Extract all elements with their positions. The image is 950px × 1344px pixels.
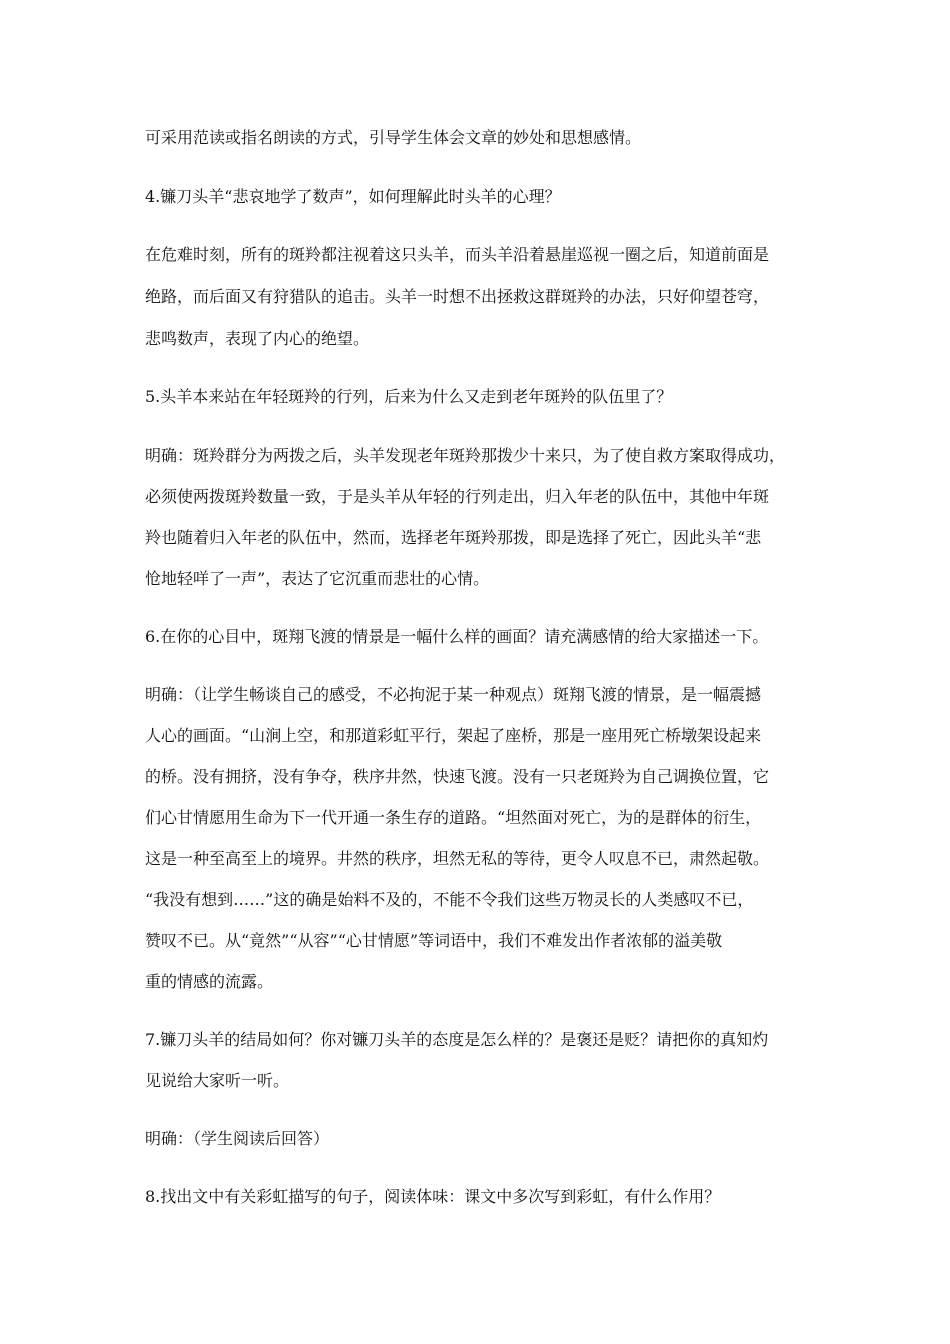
answer-4-line-1: 在危难时刻，所有的斑羚都注视着这只头羊，而头羊沿着悬崖巡视一圈之后，知道前面是 [145,245,770,264]
question-8-line-1: 8.找出文中有关彩虹描写的句子，阅读体味：课文中多次写到彩虹，有什么作用？ [145,1187,721,1206]
answer-6-line-7: 赞叹不已。从“竟然”“从容”“心甘情愿”等词语中，我们不难发出作者浓郁的溢美敬 [145,931,723,950]
intro-line-1: 可采用范读或指名朗读的方式，引导学生体会文章的妙处和思想感情。 [145,128,642,147]
answer-5-line-4: 怆地轻咩了一声”，表达了它沉重而悲壮的心情。 [145,569,490,588]
question-7-line-1: 7.镰刀头羊的结局如何？你对镰刀头羊的态度是怎么样的？是褒还是贬？请把你的真知灼 [145,1030,769,1049]
answer-5-line-1: 明确：斑羚群分为两拨之后，头羊发现老年斑羚那拨少十来只，为了使自救方案取得成功， [145,446,786,465]
answer-6-line-1: 明确：（让学生畅谈自己的感受，不必拘泥于某一种观点）斑翔飞渡的情景，是一幅震撼 [145,685,762,704]
answer-6-line-8: 重的情感的流露。 [145,972,274,991]
answer-6-line-3: 的桥。没有拥挤，没有争夺，秩序井然，快速飞渡。没有一只老斑羚为自己调换位置，它 [145,767,770,786]
answer-5-line-3: 羚也随着归入年老的队伍中，然而，选择老年斑羚那拨，即是选择了死亡，因此头羊“悲 [145,528,762,547]
question-6-line-1: 6.在你的心目中，斑翔飞渡的情景是一幅什么样的画面？请充满感情的给大家描述一下。 [145,627,769,646]
question-5-line-1: 5.头羊本来站在年轻斑羚的行列，后来为什么又走到老年斑羚的队伍里了？ [145,387,673,406]
answer-4-line-2: 绝路，而后面又有狩猎队的追击。头羊一时想不出拯救这群斑羚的办法，只好仰望苍穹， [145,287,770,306]
answer-7-line-1: 明确：（学生阅读后回答） [145,1129,330,1148]
answer-4-line-3: 悲鸣数声，表现了内心的绝望。 [145,329,370,348]
question-4-line-1: 4.镰刀头羊“悲哀地学了数声”，如何理解此时头羊的心理？ [145,187,561,206]
question-7-line-2: 见说给大家听一听。 [145,1071,290,1090]
answer-6-line-6: “我没有想到……”这的确是始料不及的，不能不令我们这些万物灵长的人类感叹不已， [145,890,754,909]
answer-6-line-5: 这是一种至高至上的境界。井然的秩序，坦然无私的等待，更令人叹息不已，肃然起敬。 [145,849,770,868]
answer-6-line-2: 人心的画面。“山涧上空，和那道彩虹平行，架起了座桥，那是一座用死亡桥墩架设起来 [145,726,762,745]
answer-5-line-2: 必须使两拨斑羚数量一致，于是头羊从年轻的行列走出，归入年老的队伍中，其他中年斑 [145,487,770,506]
answer-6-line-4: 们心甘情愿用生命为下一代开通一条生存的道路。“坦然面对死亡，为的是群体的衍生， [145,808,762,827]
